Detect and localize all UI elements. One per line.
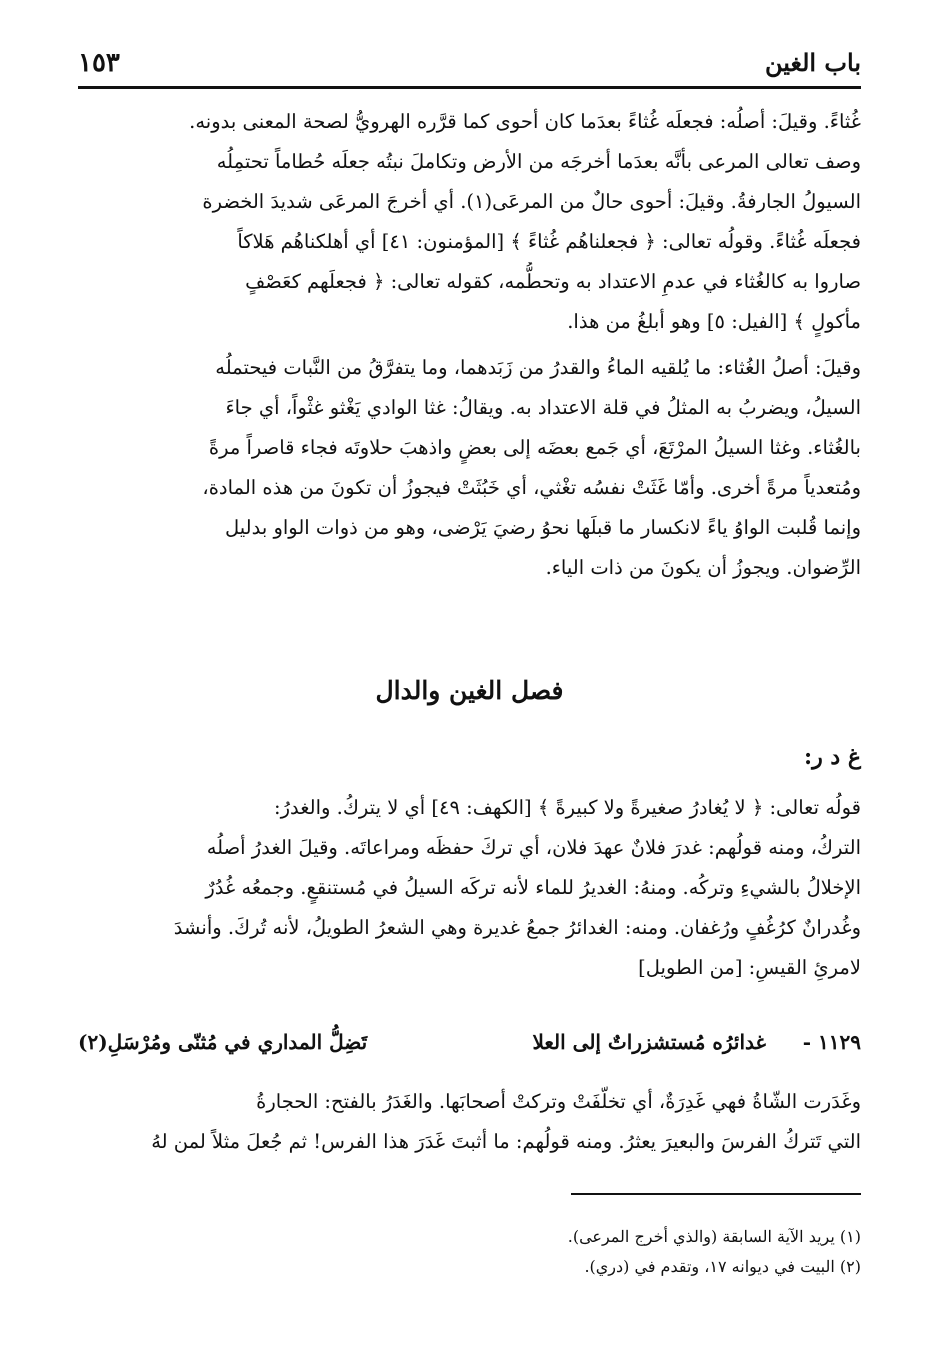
footnote-divider <box>571 1193 861 1195</box>
text-line: التي تَتركُ الفرسَ والبعيرَ يعثرُ. ومنه قولُهم: ما أثبتَ غَدَرَ هذا الفرس! ثم جُعلَ مثلاً لمن لهُ <box>151 1130 861 1153</box>
text-line: وإنما قُلبت الواوُ ياءً لانكسار ما قبلَها نحوُ رضيَ يَرْضى، وهو من ذوات الواو بدليل <box>225 516 861 539</box>
text-line: وغُدرانٌ كرُغُفٍ ورُغفان. ومنه: الغدائرُ جمعُ غديرة وهي الشعرُ الطويلُ، لأنه تُركَ. وأنشدَ <box>173 916 861 939</box>
footnote-2: (٢) البيت في ديوانه ١٧، وتقدم في (دري). <box>584 1257 861 1276</box>
main-text <box>78 102 861 594</box>
text-line: السيلُ، ويضربُ به المثلُ في قلة الاعتداد به. ويقالُ: غثا الوادي يَغْثو غثْواً، أي جاءَ <box>225 396 861 419</box>
verse-hemistich-1: غدائرُه مُستشزراتٌ إلى العلا <box>532 1030 766 1054</box>
text-line: الرِّضوان. ويجوزُ أن يكونَ من ذات الياء. <box>545 556 861 579</box>
text-line: السيولُ الجارفةُ. وقيلَ: أحوى حالٌ من المرعَى(١). أي أخرجَ المرعَى شديدَ الخضرة <box>202 190 861 213</box>
text-line: صاروا به كالغُثاء في عدمِ الاعتداد به وتحطُّمه، كقوله تعالى: ﴿ فجعلَهم كعَصْفٍ <box>245 270 861 293</box>
section-title: فصل الغين والدال <box>375 676 564 705</box>
paragraph-4 <box>78 1082 861 1162</box>
poetry-verse <box>78 1030 861 1070</box>
text-line: الإخلالُ بالشيءِ وتركُه. ومنهُ: الغديرُ للماء لأنه تركَه السيلُ في مُستنقعٍ. وجمعُه غُدُرٌ <box>205 876 861 899</box>
text-line: لامرئِ القيسِ: [من الطويل] <box>638 956 861 979</box>
verse-hemistich-2: تَضِلُّ المداري في مُثنّى ومُرْسَلِ(٢) <box>78 1030 368 1054</box>
chapter-title: باب الغين <box>764 48 861 77</box>
text-line: التركُ، ومنه قولُهم: غدرَ فلانٌ عهدَ فلان، أي تركَ حفظَه ومراعاتَه. وقيلَ الغدرُ أصلُه <box>206 836 861 859</box>
footnotes <box>568 1222 861 1282</box>
root-heading: غ د ر: <box>804 744 861 770</box>
paragraph-2 <box>78 348 861 588</box>
page-header <box>78 42 861 89</box>
text-line: قولُه تعالى: ﴿ لا يُغادرُ صغيرةً ولا كبيرةً ﴾ [الكهف: ٤٩] أي لا يتركُ. والغدرُ: <box>274 796 861 819</box>
text-line: وصف تعالى المرعى بأنَّه بعدَما أخرجَه من الأرض وتكاملَ نبتُه جعلَه حُطاماً تحتمِلُه <box>216 150 861 173</box>
text-line: غُثاءً. وقيلَ: أصلُه: فجعلَه غُثاءً بعدَما كان أحوى كما قرَّره الهرويُّ لصحة المعنى بدونه. <box>189 110 861 133</box>
text-line: وقيلَ: أصلُ الغُثاء: ما يُلقيه الماءُ والقدرُ من زَبَدهما، وما يتفرَّقُ من النَّبات فيحتملُه <box>215 356 861 379</box>
verse-number: ١١٢٩ - <box>802 1030 861 1054</box>
text-line: وغَدَرت الشّاةُ فهي غَدِرَةٌ، أي تخلّفَتْ وتركتْ أصحابَها. والغَدَرُ بالفتح: الحجارةُ <box>256 1090 861 1113</box>
text-line: فجعلَه غُثاءً. وقولُه تعالى: ﴿ فجعلناهُم غُثاءً ﴾ [المؤمنون: ٤١] أي أهلكناهُم هَلاكاً <box>237 230 861 253</box>
text-line: بالغُثاء. وغثا السيلُ المرْتَعَ، أي جَمع بعضَه إلى بعضٍ واذهبَ حلاوتَه فجاء قاصراً مرةً <box>208 436 861 459</box>
paragraph-1 <box>78 102 861 342</box>
text-line: مأكولٍ ﴾ [الفيل: ٥] وهو أبلغُ من هذا. <box>567 310 861 333</box>
footnote-1: (١) يريد الآية السابقة (والذي أخرج المرعى). <box>567 1227 861 1246</box>
page-number: ١٥٣ <box>78 48 120 78</box>
text-line: ومُتعدياً مرةً أخرى. وأمّا غَثَتْ نفسُه تغْثي، أي خَبُثَتْ فيجوزُ أن تكونَ من هذه المادة، <box>202 476 861 499</box>
paragraph-3 <box>78 788 861 988</box>
